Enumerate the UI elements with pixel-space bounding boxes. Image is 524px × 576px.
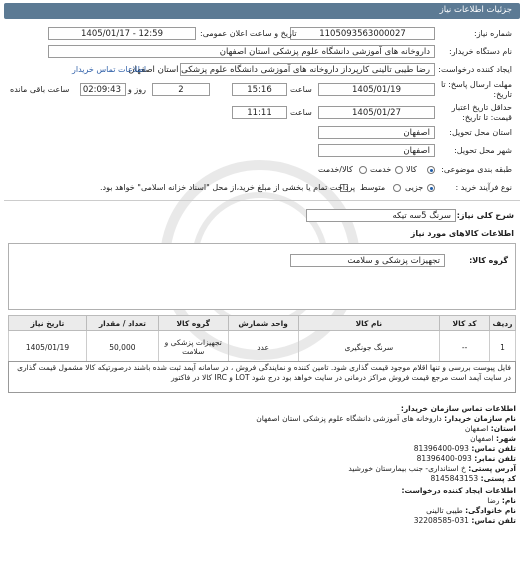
creator-line-firstname: نام: رضا <box>487 496 516 505</box>
deadline-time-label: ساعت <box>290 85 312 94</box>
treasury-payment-note: پرداخت تمام یا بخشی از مبلغ خرید،از محل "اسناد خزانه اسلامی" خواهد بود. <box>100 183 356 192</box>
contact-line-province: استان: اصفهان <box>464 424 516 433</box>
col-header-code: کد کالا <box>440 316 490 331</box>
contact-line-postal: کد پستی: 8145843153 <box>430 474 516 483</box>
announce-label: تاریخ و ساعت اعلان عمومی: <box>200 29 297 38</box>
contact-line-fax: تلفن نمابر: 093-81396400 <box>416 454 516 463</box>
province-field[interactable]: اصفهان <box>318 126 435 139</box>
contact-line-phone: تلفن تماس: 093-81396400 <box>413 444 516 453</box>
need-summary-label: شرح کلی نیاز: <box>456 211 514 220</box>
buyer-label: نام دستگاه خریدار: <box>449 47 512 56</box>
creator-line-phone: تلفن تماس: 031-32208585 <box>413 516 516 525</box>
need-summary-field: سرنگ 5سه تیکه <box>306 209 456 222</box>
goods-info-title: اطلاعات کالاهای مورد نیاز <box>410 229 514 238</box>
contact-line-address: آدرس پستی: خ استانداری- جنب بیمارستان خورشید <box>348 464 516 473</box>
creator-line-lastname: نام خانوادگی: طیبی تالینی <box>426 506 516 515</box>
remaining-word: ساعت باقی مانده <box>10 85 70 94</box>
category-radio-service[interactable] <box>395 166 403 174</box>
city-field[interactable]: اصفهان <box>318 144 435 157</box>
remaining-time-field: 02:09:43 <box>80 83 126 96</box>
deadline-label-date: تاریخ: <box>493 90 512 99</box>
col-header-name: نام کالا <box>298 316 440 331</box>
cell-group: تجهیزات پزشکی و سلامت <box>158 331 228 364</box>
table-header-row <box>9 316 516 331</box>
need-number-field[interactable]: 1105093563000027 <box>290 27 435 40</box>
province-label: استان محل تحویل: <box>449 128 512 137</box>
goods-group-field: تجهیزات پزشکی و سلامت <box>290 254 445 267</box>
creator-contact-title: اطلاعات ایجاد کننده درخواست: <box>401 486 516 495</box>
buyer-contact-link[interactable]: اطلاعات تماس خریدار <box>72 65 147 74</box>
need-number-label: شماره نیاز: <box>474 29 512 38</box>
col-header-group: گروه کالا <box>158 316 228 331</box>
cell-row-number: 1 <box>490 331 516 364</box>
category-option-goods: کالا <box>406 165 417 174</box>
deadline-label: مهلت ارسال پاسخ: تا <box>440 80 512 89</box>
category-radio-both[interactable] <box>359 166 367 174</box>
col-header-need-date: تاریخ نیاز <box>9 316 87 331</box>
creator-label: ایجاد کننده درخواست: <box>438 65 512 74</box>
category-radio-goods[interactable] <box>427 166 435 174</box>
validity-label: حداقل تاریخ اعتبار <box>451 103 512 112</box>
process-radio-medium[interactable] <box>393 184 401 192</box>
goods-table <box>8 315 516 364</box>
table-row[interactable] <box>9 331 516 364</box>
contact-line-org: نام سازمان خریدار: داروخانه های آموزشی دانشگاه علوم پزشکی استان اصفهان <box>256 414 516 423</box>
process-option-medium: متوسط <box>360 183 386 192</box>
cell-unit: عدد <box>228 331 298 364</box>
category-option-both: کالا/خدمت <box>318 165 353 174</box>
buyer-contact-title: اطلاعات تماس سازمان خریدار: <box>400 404 516 413</box>
validity-label-date: قیمت: تا تاریخ: <box>462 113 512 122</box>
cell-need-date: 1405/01/19 <box>9 331 87 364</box>
buyer-field[interactable]: داروخانه های آموزشی دانشگاه علوم پزشکی استان اصفهان <box>48 45 435 58</box>
goods-group-label: گروه کالا: <box>469 256 508 265</box>
process-option-minor: جزیی <box>405 183 424 192</box>
days-word: روز و <box>128 85 146 94</box>
process-label: نوع فرآیند خرید : <box>455 183 512 192</box>
col-header-row-number: ردیف <box>490 316 516 331</box>
contact-line-city: شهر: اصفهان <box>470 434 516 443</box>
col-header-quantity: تعداد / مقدار <box>86 316 158 331</box>
category-label: طبقه بندی موضوعی: <box>441 165 512 174</box>
remaining-days-field: 2 <box>152 83 210 96</box>
col-header-unit: واحد شمارش <box>228 316 298 331</box>
buyer-notes: فایل پیوست بررسی و تنها اقلام موجود قیمت گذاری شود. تامین کننده و نمایندگی فروش ، در سامانه آیمد ثبت شده باشند درصورتیکه کالا مشمول قیمت گذاری در سایت آیمد است مرجع قیمت فروش مراکز درمانی در سایت خواهد بود درج شود LOT و IRC کالا در فاکتور <box>8 361 516 393</box>
city-label: شهر محل تحویل: <box>454 146 512 155</box>
deadline-time-field[interactable]: 15:16 <box>232 83 287 96</box>
cell-quantity: 50,000 <box>86 331 158 364</box>
validity-date-field[interactable]: 1405/01/27 <box>318 106 435 119</box>
announce-field[interactable]: 1405/01/17 - 12:59 <box>48 27 196 40</box>
window-titlebar <box>4 3 520 19</box>
validity-time-field[interactable]: 11:11 <box>232 106 287 119</box>
deadline-date-field[interactable]: 1405/01/19 <box>318 83 435 96</box>
cell-name: سرنگ جونگیری <box>298 331 440 364</box>
category-option-service: خدمت <box>370 165 392 174</box>
creator-field[interactable]: رضا طیبی تالینی کارپرداز داروخانه های آموزشی دانشگاه علوم پزشکی استان اصفهان <box>180 63 435 76</box>
cell-code: -- <box>440 331 490 364</box>
process-radio-minor[interactable] <box>427 184 435 192</box>
window-title: جزئیات اطلاعات نیاز <box>439 5 512 15</box>
validity-time-label: ساعت <box>290 108 312 117</box>
divider <box>4 200 520 201</box>
